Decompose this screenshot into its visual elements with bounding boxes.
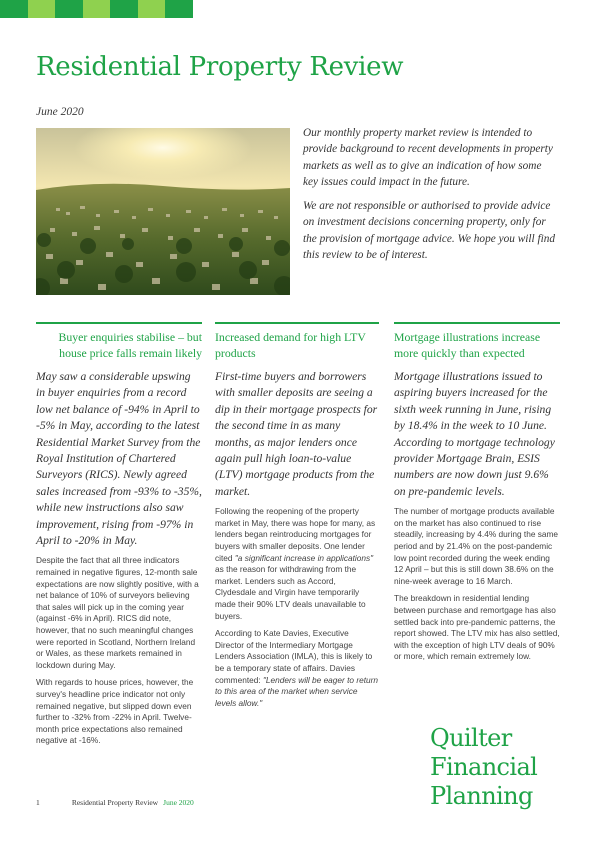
logo-line: Planning [430, 782, 533, 810]
article-paragraph: The number of mortgage products available on the market has also continued to rise steadily, increasing by 4.4% during the same period and by 21.4% on the post-pandemic low point recorded during the week ending 12 April – but this is still down 38.6% on the nine-week average to 16 March. [394, 506, 559, 586]
article-heading: Mortgage illustrations increase more quickly than expected [394, 330, 541, 360]
aerial-town-image [36, 128, 290, 295]
logo-line: Quilter [430, 724, 512, 752]
article-paragraph: Despite the fact that all three indicators remained in negative figures, 12-month sale expectations are now slightly positive, with a net balance of 10% of surveyors believing that sales will pick up in the coming year (against -6% in April). RICS did note, however, that no such meaningful changes were reported in Scotland, Northern Ireland or Wales, as these markets remained in lockdown during May. [36, 555, 199, 670]
intro-paragraph: We are not responsible or authorised to provide advice on investment decisions concerning property, only for the provision of mortgage advice. We hope you will find this review to be of interest. [303, 200, 556, 262]
paragraph-text: According to Kate Davies, Executive Director of the Intermediary Mortgage Lenders Association (IMLA), this is likely to be a temporary state of affairs. Davies commented: [215, 628, 373, 685]
section-rule [36, 322, 202, 324]
logo-line: Financial [430, 753, 538, 781]
band-segment [55, 0, 83, 18]
article-paragraph: The breakdown in residential lending between purchase and remortgage has also settled back into pre-pandemic patterns, the report showed. The LTV mix has also settled, with the exception of high LTV deals of 90% or more, which remain extremely low. [394, 593, 560, 662]
issue-date: June 2020 [36, 106, 84, 118]
section-rule [215, 322, 379, 324]
footer-date: June 2020 [163, 798, 194, 807]
article-lead: Mortgage illustrations issued to aspiring buyers increased for the sixth week running in June, rising by 18.4% in the week to 10 June. According to mortgage technology provider Mortgage Brain, ESIS numbers are now down just 9.6% on pre-pandemic levels. [394, 370, 555, 498]
article-lead: First-time buyers and borrowers with smaller deposits are seeing a dip in their mortgage prospects for the second time in as many months, as major lenders once again pull high loan-to-value (LTV) mortgage products from the market. [215, 370, 378, 498]
article-lead: May saw a considerable upswing in buyer enquiries from a record low net balance of -94% in April to -5% in May, according to the latest Residential Market Survey from the Royal Institution of Chartered Surveyors (RICS). Newly agreed sales increased from -93% to -35%, while new instructions also saw improvement, rising from -97% in April to -20% in May. [36, 370, 202, 548]
paragraph-text: as the reason for withdrawing from the market. Lenders such as Accord, Clydesdale and Virgin have temporarily made their 90% LTV deals unavailable to buyers. [215, 564, 366, 621]
quilter-logo [430, 724, 565, 811]
band-segment [110, 0, 138, 18]
article-heading: Increased demand for high LTV products [215, 330, 366, 360]
band-segment [138, 0, 166, 18]
page-number: 1 [36, 798, 40, 807]
page-title: Residential Property Review [36, 52, 404, 82]
article-buyer-enquiries [36, 322, 202, 753]
davies-quote: "Lenders will be eager to return to this area of the market when service levels allow." [215, 674, 378, 708]
band-segment [165, 0, 193, 18]
article-heading: Buyer enquiries stabilise – but house price falls remain likely [58, 330, 202, 360]
intro-text [303, 125, 559, 271]
article-mortgage-illustrations [394, 322, 560, 669]
article-high-ltv-demand [215, 322, 379, 715]
brand-color-band [0, 0, 193, 18]
lender-quote: "a significant increase in applications" [234, 552, 374, 563]
section-rule [394, 322, 560, 324]
page-footer [36, 798, 194, 807]
paragraph-text: Following the reopening of the property market in May, there was hope for many, as lenders began reintroducing mortgages for buyers with smaller deposits. One lender cited [215, 506, 376, 563]
article-paragraph [215, 628, 379, 709]
article-paragraph: With regards to house prices, however, the survey's headline price indicator not only remained negative, but slipped down even further to -32% from -22% in April. Twelve-month price expectations also remained negative at -16%. [36, 677, 194, 746]
band-segment [0, 0, 28, 18]
band-segment [83, 0, 111, 18]
intro-paragraph: Our monthly property market review is intended to provide background to recent developments in property markets as well as to give an indication of how some key issues could impact in the future. [303, 127, 553, 188]
band-segment [28, 0, 56, 18]
footer-publication: Residential Property Review [71, 798, 159, 807]
article-paragraph [215, 506, 379, 622]
hero-image [36, 128, 290, 295]
